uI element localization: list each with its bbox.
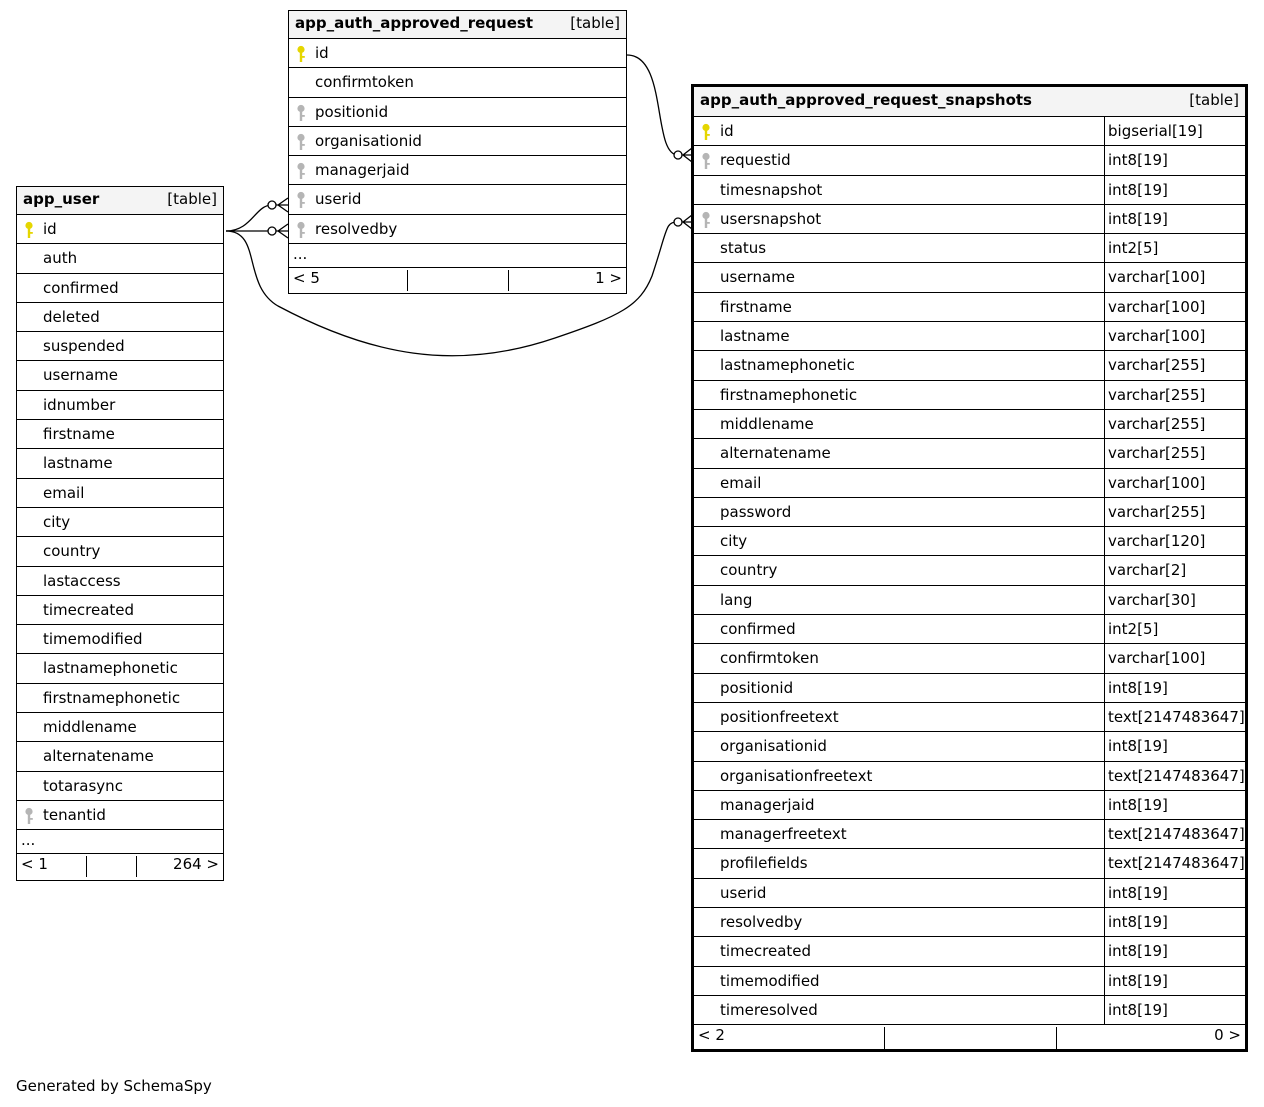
column-type: int2[5] xyxy=(1104,615,1158,643)
column-type: varchar[100] xyxy=(1104,469,1205,497)
column-name: confirmtoken xyxy=(315,73,414,92)
column-type: varchar[100] xyxy=(1104,322,1205,350)
column-name: id xyxy=(720,122,734,140)
primary-key-icon xyxy=(295,45,307,63)
column-name: auth xyxy=(43,249,78,268)
column-row-firstname[interactable] xyxy=(694,293,1245,322)
column-row-suspended[interactable] xyxy=(17,332,223,361)
column-row-totarasync[interactable] xyxy=(17,772,223,801)
column-row-timemodified[interactable] xyxy=(17,625,223,654)
link-optional-circle xyxy=(268,201,276,209)
column-type: varchar[255] xyxy=(1104,498,1205,526)
foreign-key-icon xyxy=(295,191,307,209)
column-row-email[interactable] xyxy=(17,479,223,508)
column-name: resolvedby xyxy=(720,913,803,932)
column-name: password xyxy=(720,502,792,521)
column-type: varchar[2] xyxy=(1104,556,1186,584)
column-type: varchar[100] xyxy=(1104,644,1205,672)
column-row-confirmed[interactable] xyxy=(17,274,223,303)
column-row-password[interactable] xyxy=(694,498,1245,527)
column-name: city xyxy=(720,532,748,551)
table-header xyxy=(289,11,626,39)
column-name: alternatename xyxy=(720,444,831,463)
column-type: int8[19] xyxy=(1104,674,1168,702)
column-row-confirmed[interactable] xyxy=(694,615,1245,644)
column-name: lastnamephonetic xyxy=(43,659,178,678)
column-name: middlename xyxy=(720,414,814,433)
column-list xyxy=(17,215,223,830)
foreign-key-icon xyxy=(700,211,712,229)
footer-divider xyxy=(508,270,509,291)
column-row-firstnamephonetic[interactable] xyxy=(694,381,1245,410)
column-name: totarasync xyxy=(43,776,123,795)
column-name: requestid xyxy=(720,151,791,170)
column-row-userid[interactable] xyxy=(694,879,1245,908)
column-name: confirmed xyxy=(43,278,119,297)
column-name: userid xyxy=(720,883,767,902)
column-row-positionfreetext[interactable] xyxy=(694,703,1245,732)
column-name: organisationfreetext xyxy=(720,766,873,785)
link-user-id-to-request-userid xyxy=(226,205,272,231)
foreign-key-icon xyxy=(295,221,307,239)
footer-divider xyxy=(884,1027,885,1049)
column-row-timecreated[interactable] xyxy=(17,596,223,625)
column-row-middlename[interactable] xyxy=(694,410,1245,439)
footer-divider xyxy=(407,270,408,291)
link-optional-circle xyxy=(674,151,682,159)
column-row-email[interactable] xyxy=(694,469,1245,498)
table-header xyxy=(694,87,1245,117)
column-row-lang[interactable] xyxy=(694,586,1245,615)
column-row-userid[interactable] xyxy=(289,185,626,214)
foreign-key-icon xyxy=(23,807,35,825)
link-crowfoot xyxy=(276,224,288,238)
column-name: lastname xyxy=(720,327,790,346)
column-row-lastname[interactable] xyxy=(17,449,223,478)
column-type: varchar[255] xyxy=(1104,439,1205,467)
column-name: middlename xyxy=(43,718,137,737)
column-row-lastnamephonetic[interactable] xyxy=(694,351,1245,380)
column-name: timeresolved xyxy=(720,1000,818,1019)
table-app-auth-approved-request[interactable] xyxy=(288,10,627,294)
column-type: int8[19] xyxy=(1104,176,1168,204)
column-type: varchar[255] xyxy=(1104,410,1205,438)
foreign-key-icon xyxy=(295,133,307,151)
column-name: organisationid xyxy=(315,131,422,150)
more-columns-indicator[interactable]: ... xyxy=(289,244,626,268)
column-row-city[interactable] xyxy=(17,508,223,537)
table-app-user[interactable] xyxy=(16,186,224,881)
column-type: bigserial[19] xyxy=(1104,117,1203,145)
column-name: profilefields xyxy=(720,854,808,873)
column-type: int2[5] xyxy=(1104,234,1158,262)
column-name: confirmtoken xyxy=(720,649,819,668)
primary-key-icon xyxy=(23,221,35,239)
table-kind: [table] xyxy=(1189,91,1239,109)
column-name: managerjaid xyxy=(315,161,410,180)
column-row-firstname[interactable] xyxy=(17,420,223,449)
column-type: varchar[100] xyxy=(1104,293,1205,321)
column-name: resolvedby xyxy=(315,219,398,238)
table-name: app_auth_approved_request_snapshots xyxy=(700,91,1032,109)
column-row-lastname[interactable] xyxy=(694,322,1245,351)
footer-divider xyxy=(1056,1027,1057,1049)
column-name: username xyxy=(720,268,795,287)
column-row-organisationid[interactable] xyxy=(694,732,1245,761)
table-name: app_user xyxy=(23,190,100,208)
column-row-city[interactable] xyxy=(694,527,1245,556)
column-name: userid xyxy=(315,190,362,209)
column-name: positionid xyxy=(315,102,389,121)
table-footer xyxy=(17,854,223,877)
foreign-key-icon xyxy=(295,162,307,180)
column-type: int8[19] xyxy=(1104,967,1168,995)
link-optional-circle xyxy=(268,227,276,235)
column-name: city xyxy=(43,512,71,531)
column-name: timemodified xyxy=(720,971,820,990)
column-type: int8[19] xyxy=(1104,205,1168,233)
link-optional-circle xyxy=(674,218,682,226)
column-row-auth[interactable] xyxy=(17,244,223,273)
column-name: tenantid xyxy=(43,805,106,824)
column-row-tenantid[interactable] xyxy=(17,801,223,830)
column-row-resolvedby[interactable] xyxy=(694,908,1245,937)
column-type: varchar[255] xyxy=(1104,351,1205,379)
footer-divider xyxy=(86,856,87,877)
column-row-country[interactable] xyxy=(694,556,1245,585)
column-name: id xyxy=(315,44,329,62)
column-row-username[interactable] xyxy=(694,263,1245,292)
column-name: suspended xyxy=(43,337,125,356)
column-row-profilefields[interactable] xyxy=(694,849,1245,878)
table-name: app_auth_approved_request xyxy=(295,14,533,32)
column-row-id[interactable] xyxy=(17,215,223,244)
primary-key-icon xyxy=(700,123,712,141)
column-row-positionid[interactable] xyxy=(694,674,1245,703)
column-type: text[2147483647] xyxy=(1104,762,1245,790)
column-row-organisationid[interactable] xyxy=(289,127,626,156)
column-name: lastname xyxy=(43,454,113,473)
column-row-resolvedby[interactable] xyxy=(289,215,626,244)
column-row-middlename[interactable] xyxy=(17,713,223,742)
parents-count[interactable]: < 5 xyxy=(293,269,320,288)
column-type: text[2147483647] xyxy=(1104,820,1245,848)
footer-divider xyxy=(136,856,137,877)
column-name: timecreated xyxy=(720,942,812,961)
parents-count[interactable]: < 1 xyxy=(21,855,48,874)
link-crowfoot xyxy=(276,198,288,212)
children-count[interactable]: 0 > xyxy=(1214,1026,1241,1045)
column-row-id[interactable] xyxy=(694,117,1245,146)
column-row-id[interactable] xyxy=(289,39,626,68)
column-name: id xyxy=(43,220,57,238)
column-row-usersnapshot[interactable] xyxy=(694,205,1245,234)
column-name: positionfreetext xyxy=(720,707,839,726)
column-name: lastnamephonetic xyxy=(720,356,855,375)
children-count[interactable]: 264 > xyxy=(173,855,219,874)
column-type: varchar[30] xyxy=(1104,586,1196,614)
column-name: firstnamephonetic xyxy=(43,688,181,707)
column-type: int8[19] xyxy=(1104,908,1168,936)
table-footer xyxy=(694,1025,1245,1049)
column-row-timeresolved[interactable] xyxy=(694,996,1245,1025)
column-name: deleted xyxy=(43,307,100,326)
column-name: managerfreetext xyxy=(720,825,847,844)
column-row-positionid[interactable] xyxy=(289,98,626,127)
column-row-managerjaid[interactable] xyxy=(694,791,1245,820)
column-type: varchar[120] xyxy=(1104,527,1205,555)
column-list xyxy=(289,39,626,244)
link-request-id-to-snapshot-requestid xyxy=(627,55,678,155)
table-footer xyxy=(289,268,626,291)
column-row-timecreated[interactable] xyxy=(694,937,1245,966)
column-name: firstname xyxy=(43,425,115,444)
column-name: managerjaid xyxy=(720,795,815,814)
column-name: firstname xyxy=(720,297,792,316)
column-name: usersnapshot xyxy=(720,209,822,228)
column-row-lastnamephonetic[interactable] xyxy=(17,654,223,683)
column-type: varchar[100] xyxy=(1104,263,1205,291)
column-list xyxy=(694,117,1245,1025)
column-name: timemodified xyxy=(43,630,143,649)
column-row-country[interactable] xyxy=(17,537,223,566)
column-type: int8[19] xyxy=(1104,879,1168,907)
column-row-username[interactable] xyxy=(17,361,223,390)
column-name: confirmed xyxy=(720,620,796,639)
table-kind: [table] xyxy=(570,14,620,32)
more-columns-indicator[interactable]: ... xyxy=(17,830,223,854)
column-row-timesnapshot[interactable] xyxy=(694,176,1245,205)
generator-credit: Generated by SchemaSpy xyxy=(16,1077,212,1095)
parents-count[interactable]: < 2 xyxy=(698,1026,725,1045)
column-name: timesnapshot xyxy=(720,180,823,199)
column-name: positionid xyxy=(720,678,794,697)
column-row-confirmtoken[interactable] xyxy=(289,68,626,97)
column-row-status[interactable] xyxy=(694,234,1245,263)
column-row-alternatename[interactable] xyxy=(694,439,1245,468)
column-type: int8[19] xyxy=(1104,937,1168,965)
column-type: int8[19] xyxy=(1104,996,1168,1024)
column-type: text[2147483647] xyxy=(1104,849,1245,877)
foreign-key-icon xyxy=(700,152,712,170)
column-name: username xyxy=(43,366,118,385)
column-name: timecreated xyxy=(43,600,135,619)
column-row-managerfreetext[interactable] xyxy=(694,820,1245,849)
column-name: firstnamephonetic xyxy=(720,385,858,404)
column-row-managerjaid[interactable] xyxy=(289,156,626,185)
column-name: idnumber xyxy=(43,395,116,414)
column-name: lastaccess xyxy=(43,571,121,590)
column-name: email xyxy=(720,473,762,492)
foreign-key-icon xyxy=(295,104,307,122)
column-type: int8[19] xyxy=(1104,791,1168,819)
column-row-confirmtoken[interactable] xyxy=(694,644,1245,673)
column-row-timemodified[interactable] xyxy=(694,967,1245,996)
table-app-auth-approved-request-snapshots[interactable] xyxy=(691,84,1248,1052)
table-header xyxy=(17,187,223,215)
column-row-firstnamephonetic[interactable] xyxy=(17,684,223,713)
column-type: int8[19] xyxy=(1104,146,1168,174)
column-row-idnumber[interactable] xyxy=(17,391,223,420)
children-count[interactable]: 1 > xyxy=(595,269,622,288)
column-type: text[2147483647] xyxy=(1104,703,1245,731)
column-type: int8[19] xyxy=(1104,732,1168,760)
column-type: varchar[255] xyxy=(1104,381,1205,409)
column-name: lang xyxy=(720,590,753,609)
column-row-lastaccess[interactable] xyxy=(17,567,223,596)
column-row-alternatename[interactable] xyxy=(17,742,223,771)
column-row-deleted[interactable] xyxy=(17,303,223,332)
column-name: status xyxy=(720,239,767,258)
column-row-requestid[interactable] xyxy=(694,146,1245,175)
column-name: country xyxy=(720,561,778,580)
table-kind: [table] xyxy=(167,190,217,208)
column-row-organisationfreetext[interactable] xyxy=(694,762,1245,791)
column-name: country xyxy=(43,542,101,561)
column-name: alternatename xyxy=(43,747,154,766)
column-name: organisationid xyxy=(720,737,827,756)
column-name: email xyxy=(43,483,85,502)
